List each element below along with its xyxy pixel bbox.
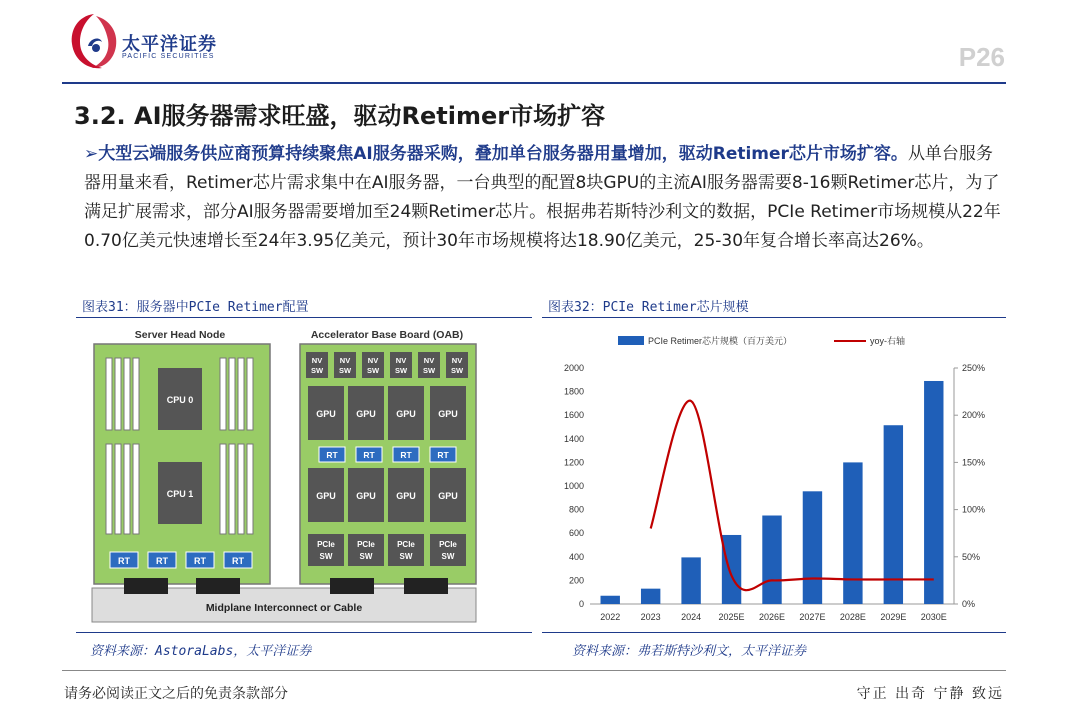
right-connector-b: [404, 578, 448, 594]
y-left-tick-label: 1400: [563, 433, 584, 444]
y-left-tick-label: 200: [568, 575, 584, 586]
legend-bar-label: PCIe Retimer芯片规模（百万美元）: [648, 336, 793, 346]
y-right-tick-label: 50%: [962, 551, 981, 562]
figure32-source: 资料来源：弗若斯特沙利文，太平洋证券: [572, 644, 807, 659]
bar-2022: [601, 596, 620, 604]
svg-text:GPU: GPU: [438, 409, 458, 419]
figure31-source: 资料来源：AstoraLabs，太平洋证券: [90, 644, 312, 659]
y-left-tick-label: 1000: [563, 481, 584, 491]
bar-2025E: [722, 535, 741, 604]
server-retimer-diagram: [86, 324, 478, 626]
svg-text:GPU: GPU: [356, 491, 376, 501]
svg-text:SW: SW: [319, 552, 333, 561]
section-title: 3.2. AI服务器需求旺盛，驱动Retimer市场扩容: [74, 102, 606, 130]
svg-text:RT: RT: [363, 450, 375, 460]
bullet-arrow-icon: ➢: [84, 144, 99, 164]
pacific-securities-logo-icon: [66, 10, 122, 74]
cpu0-label: CPU 0: [166, 395, 194, 405]
body-paragraph: [84, 140, 1004, 256]
midplane-label: Midplane Interconnect or Cable: [205, 602, 363, 614]
svg-text:PCIe: PCIe: [439, 540, 457, 549]
svg-text:GPU: GPU: [316, 491, 336, 501]
x-tick-label: 2030E: [920, 612, 947, 622]
footer-disclaimer: 请务必阅读正文之后的免责条款部分: [64, 686, 288, 702]
bar-2027E: [803, 491, 822, 604]
svg-text:RT: RT: [194, 556, 206, 566]
y-left-tick-label: 1600: [563, 410, 584, 421]
chart-legend: [618, 335, 905, 346]
figure32-top-rule: [542, 317, 1006, 318]
y-left-tick-label: 800: [568, 504, 584, 515]
figure32-caption: 图表32：PCIe Retimer芯片规模: [548, 300, 749, 315]
svg-text:SW: SW: [366, 366, 380, 375]
brand-name-cn: 太平洋证券: [122, 34, 217, 55]
page-header: [0, 0, 1080, 82]
figure31-bottom-rule: [76, 632, 532, 633]
svg-text:SW: SW: [399, 552, 413, 561]
y-left-tick-label: 1800: [563, 386, 584, 397]
cpu1-label: CPU 1: [166, 489, 194, 499]
bar-2030E: [924, 381, 943, 604]
lead-sentence: 大型云端服务供应商预算持续聚焦AI服务器采购，叠加单台服务器用量增加，驱动Retimer芯片市场扩容。: [98, 144, 908, 164]
right-connector-a: [330, 578, 374, 594]
legend-bar-swatch: [618, 336, 644, 345]
left-connector-a: [124, 578, 168, 594]
svg-text:SW: SW: [394, 366, 408, 375]
svg-text:NV: NV: [311, 356, 323, 365]
server-head-node-title: Server Head Node: [134, 329, 226, 341]
svg-text:PCIe: PCIe: [317, 540, 335, 549]
bar-2028E: [843, 462, 862, 604]
svg-text:NV: NV: [451, 356, 463, 365]
svg-text:SW: SW: [422, 366, 436, 375]
y-left-tick-label: 0: [578, 599, 584, 609]
y-right-tick-label: 200%: [962, 410, 986, 421]
figure31-caption: 图表31：服务器中PCIe Retimer配置: [82, 300, 309, 315]
y-left-tick-label: 2000: [563, 363, 584, 373]
figure31-top-rule: [76, 317, 532, 318]
x-tick-label: 2023: [640, 612, 661, 622]
svg-text:GPU: GPU: [316, 409, 336, 419]
y-right-tick-label: 100%: [962, 504, 986, 515]
x-tick-label: 2025E: [718, 612, 745, 622]
bar-2024: [681, 557, 700, 604]
svg-text:RT: RT: [326, 450, 338, 460]
bar-2029E: [884, 425, 903, 604]
svg-text:RT: RT: [118, 556, 130, 566]
body-text: 从单台服务器用量来看，Retimer芯片需求集中在AI服务器，一台典型的配置8块GPU的主流AI服务器需要8-16颗Retimer芯片，为了满足扩展需求，部分AI服务器需要增加至24颗Retimer芯片。根据弗若斯特沙利文的数据，PCIe Retimer市场规模从22年0.70亿美元快速增长至24年3.95亿美元，预计30年市场规模将达18.90亿美元，25-30年复合增长率高达26%。: [84, 144, 1001, 251]
bar-2023: [641, 589, 660, 604]
svg-text:GPU: GPU: [396, 491, 416, 501]
y-left-tick-label: 600: [568, 528, 584, 539]
header-divider: [62, 82, 1006, 84]
footer-motto: 守正 出奇 宁静 致远: [856, 686, 1004, 702]
svg-text:GPU: GPU: [356, 409, 376, 419]
brand-name-en: PACIFIC SECURITIES: [122, 53, 215, 60]
svg-text:SW: SW: [338, 366, 352, 375]
svg-text:NV: NV: [423, 356, 435, 365]
x-tick-label: 2026E: [758, 612, 786, 622]
svg-text:SW: SW: [310, 366, 324, 375]
svg-text:SW: SW: [441, 552, 455, 561]
left-connector-b: [196, 578, 240, 594]
page-number: P26: [958, 42, 1005, 72]
footer-divider: [62, 670, 1006, 671]
accelerator-board-title: Accelerator Base Board (OAB): [310, 329, 464, 341]
svg-text:NV: NV: [395, 356, 407, 365]
svg-text:RT: RT: [156, 556, 168, 566]
y-right-tick-label: 250%: [962, 363, 986, 373]
y-right-tick-label: 150%: [962, 457, 986, 468]
x-tick-label: 2022: [600, 612, 621, 622]
svg-text:RT: RT: [232, 556, 244, 566]
svg-text:RT: RT: [437, 450, 449, 460]
y-left-tick-label: 1200: [563, 457, 584, 468]
x-tick-label: 2029E: [880, 612, 907, 622]
svg-text:NV: NV: [367, 356, 379, 365]
x-tick-label: 2027E: [799, 612, 826, 622]
x-tick-label: 2024: [681, 612, 702, 622]
svg-text:SW: SW: [450, 366, 464, 375]
retimer-market-chart: [544, 322, 1004, 628]
svg-text:GPU: GPU: [396, 409, 416, 419]
bar-2026E: [762, 516, 781, 605]
svg-text:PCIe: PCIe: [357, 540, 375, 549]
svg-text:RT: RT: [400, 450, 412, 460]
y-left-tick-label: 400: [568, 551, 584, 562]
y-right-tick-label: 0%: [962, 599, 976, 609]
svg-text:SW: SW: [359, 552, 373, 561]
x-tick-label: 2028E: [839, 612, 866, 622]
svg-text:PCIe: PCIe: [397, 540, 415, 549]
svg-text:NV: NV: [339, 356, 351, 365]
svg-text:GPU: GPU: [438, 491, 458, 501]
legend-line-label: yoy-右轴: [870, 336, 906, 346]
figure32-bottom-rule: [542, 632, 1006, 633]
